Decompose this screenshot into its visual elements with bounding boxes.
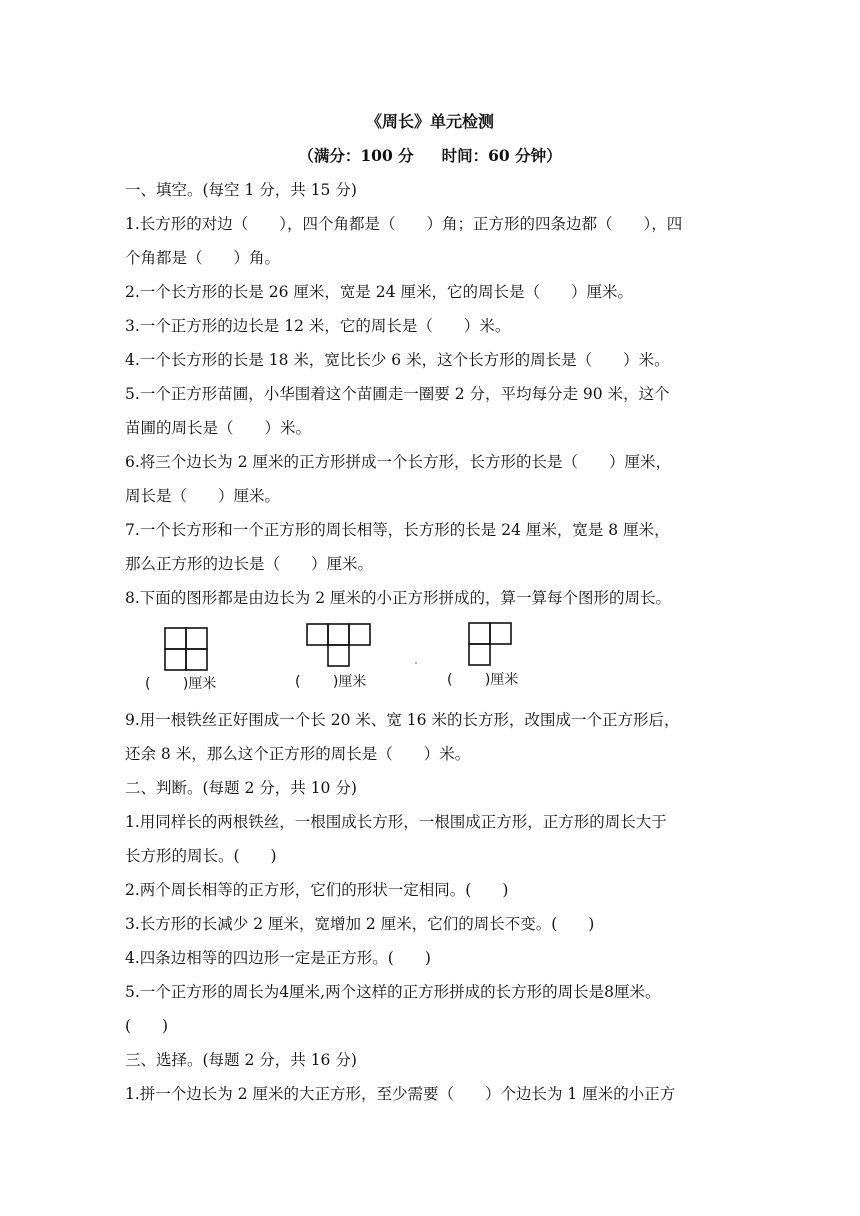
figure-t-shape [307, 624, 370, 666]
section-3-heading: 三、选择。(每题 2 分，共 16 分) [125, 1051, 357, 1069]
question-line: 长方形的周长。( ) [125, 847, 277, 865]
question-line: 4.四条边相等的四边形一定是正方形。( ) [125, 949, 431, 967]
figure-2x2-square [165, 628, 207, 670]
section-2-heading: 二、判断。(每题 2 分，共 10 分) [125, 779, 357, 797]
question-line: 8.下面的图形都是由边长为 2 厘米的小正方形拼成的，算一算每个图形的周长。 [125, 589, 672, 607]
score-info: （满分：100 分 [298, 146, 414, 165]
question-line: 苗圃的周长是（ ）米。 [125, 419, 312, 437]
question-line: 还余 8 米，那么这个正方形的周长是（ ）米。 [125, 745, 471, 763]
question-line: ( ) [125, 1017, 169, 1035]
square-figures [125, 620, 735, 695]
section-1-heading: 一、填空。(每空 1 分，共 15 分) [125, 181, 357, 199]
question-line: 3.长方形的长减少 2 厘米，宽增加 2 厘米，它们的周长不变。( ) [125, 915, 595, 933]
question-line: 5.一个正方形苗圃，小华围着这个苗圃走一圈要 2 分，平均每分走 90 米，这个 [125, 385, 670, 403]
question-line: 6.将三个边长为 2 厘米的正方形拼成一个长方形，长方形的长是（ ）厘米， [125, 453, 672, 471]
question-line: 5.一个正方形的周长为4厘米,两个这样的正方形拼成的长方形的周长是8厘米。 [125, 983, 661, 1001]
question-line: 1.拼一个边长为 2 厘米的大正方形，至少需要（ ）个边长为 1 厘米的小正方 [125, 1085, 676, 1103]
question-line: 1.用同样长的两根铁丝，一根围成长方形，一根围成正方形，正方形的周长大于 [125, 813, 667, 831]
figure-1-caption: ( )厘米 [145, 676, 217, 692]
question-line: 3.一个正方形的边长是 12 米，它的周长是（ ）米。 [125, 317, 511, 335]
question-line: 周长是（ ）厘米。 [125, 487, 281, 505]
question-line: 1.长方形的对边（ ），四个角都是（ ）角；正方形的四条边都（ ），四 [125, 215, 683, 233]
time-info: 时间：60 分钟） [441, 146, 562, 165]
page-title: 《周长》单元检测 [365, 112, 494, 131]
question-line: 2.一个长方形的长是 26 厘米，宽是 24 厘米，它的周长是（ ）厘米。 [125, 283, 633, 301]
square-figures-drawing [125, 620, 735, 695]
page-subtitle [0, 144, 860, 168]
question-line: 2.两个周长相等的正方形，它们的形状一定相同。( ) [125, 881, 509, 899]
question-line: 4.一个长方形的长是 18 米，宽比长少 6 米，这个长方形的周长是（ ）米。 [125, 351, 670, 369]
question-line: 9.用一根铁丝正好围成一个长 20 米、宽 16 米的长方形，改围成一个正方形后， [125, 711, 680, 729]
question-line: 7.一个长方形和一个正方形的周长相等，长方形的长是 24 厘米，宽是 8 厘米， [125, 521, 670, 539]
question-line: 个角都是（ ）角。 [125, 249, 281, 267]
figure-l-shape [469, 623, 511, 665]
question-line: 那么正方形的边长是（ ）厘米。 [125, 555, 374, 573]
figure-3-caption: ( )厘米 [447, 672, 519, 688]
figure-2-caption: ( )厘米 [295, 674, 367, 690]
